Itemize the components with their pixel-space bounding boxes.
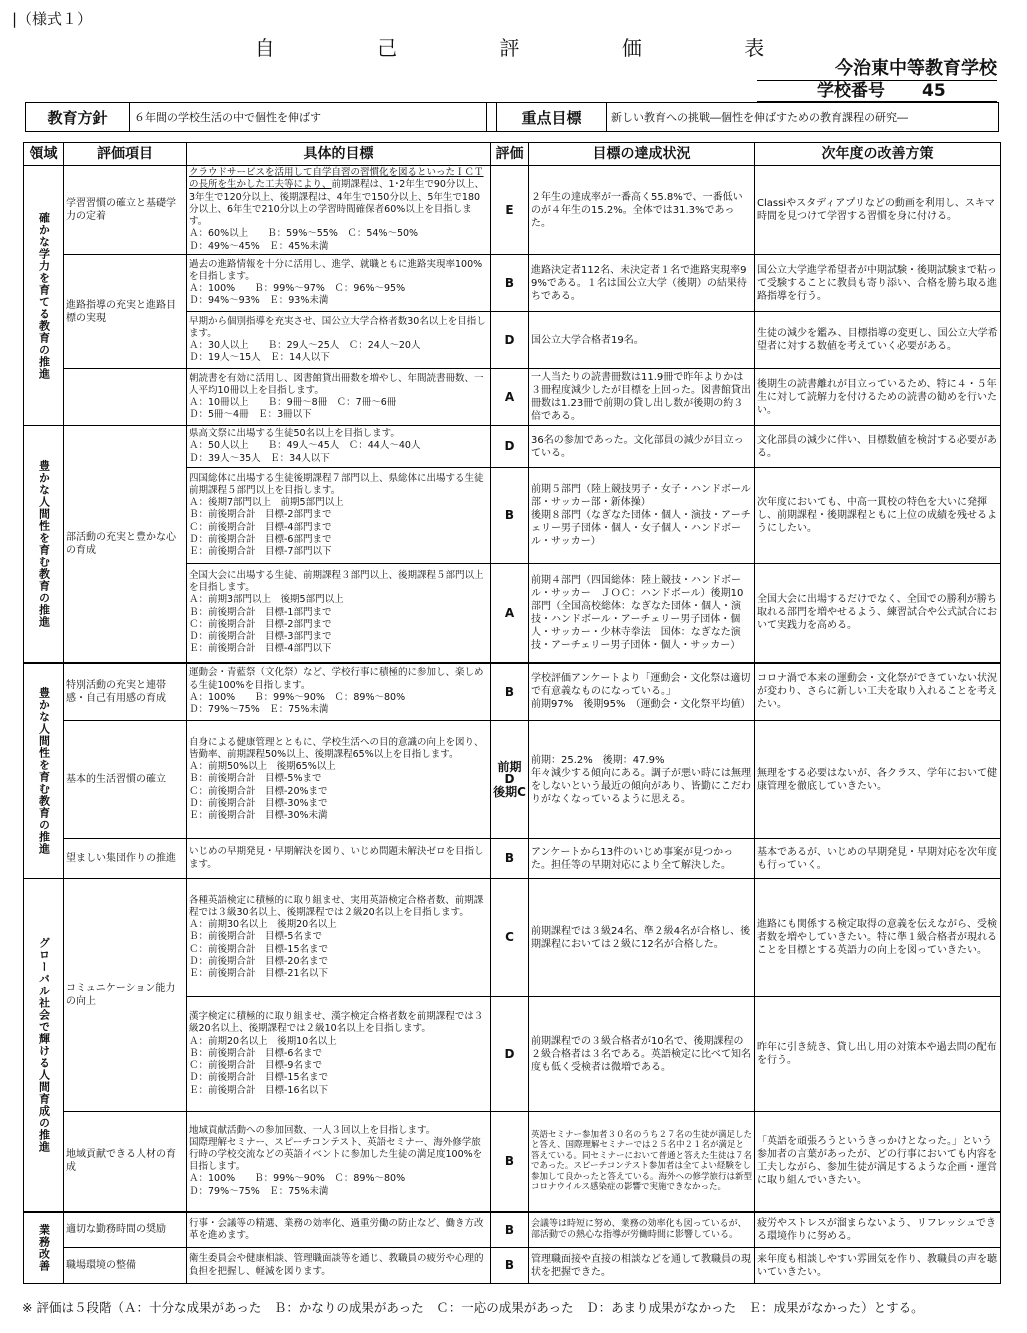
table-row xyxy=(24,721,1001,839)
status-cell: 前期課程での３級合格者が10名で、後期課程の２級合格者は３名である。英語検定に比べて知名度も低く受検者は微増である。 xyxy=(529,997,755,1112)
plan-cell: 生徒の減少を鑑み、目標指導の変更し、国公立大学希望者に対する数値を考えていく必要がある。 xyxy=(755,312,1001,369)
grade-cell: B xyxy=(491,1212,529,1248)
goal-label: 重点目標 xyxy=(497,103,607,131)
status-cell: 学校評価アンケートより「運動会・文化祭は適切で有意義なものになっている。」 前期97% 後期95% （運動会・文化祭平均値） xyxy=(529,663,755,721)
col-plan: 次年度の改善方策 xyxy=(755,143,1001,166)
target-cell xyxy=(187,166,491,255)
grade-cell: 前期D 後期C xyxy=(491,721,529,839)
status-cell: 英語セミナー参加者３０名のうち２７名の生徒が満足したと答え、国際理解セミナーでは２５名中２１名が満足と答えている。同セミナーにおいて普通と答えた生徒は７名であった。スピーチコンテスト参加者は全てよい経験をし参加して良かったと答えている。海外への修学旅行は新型コロナウイルス感染症の影響で実施できなかった。 xyxy=(529,1112,755,1212)
col-status: 目標の達成状況 xyxy=(529,143,755,166)
policy-label: 教育方針 xyxy=(26,103,130,131)
plan-cell: 国公立大学進学希望者が中期試験・後期試験まで粘って受験することに教員も寄り添い、合格を勝ち取る進路指導を行う。 xyxy=(755,255,1001,312)
status-cell: 進路決定者112名、未決定者１名で進路実現率99%である。１名は国公立大学（後期）の結果待ちである。 xyxy=(529,255,755,312)
col-domain: 領域 xyxy=(24,143,64,166)
table-row xyxy=(24,426,1001,468)
target-cell: 各種英語検定に積極的に取り組ませ、実用英語検定合格者数、前期課程では３級30名以上、後期課程では２級20名以上を目指します。 Ａ：前期30名以上 後期20名以上 Ｂ：前後期合計 目標-5名まで Ｃ：前後期合計 目標-15名まで Ｄ：前後期合計 目標-20名まで Ｅ：前後期合計 目標-21名以下 xyxy=(187,879,491,997)
plan-cell: 疲労やストレスが溜まらないよう、リフレッシュできる環境作りに努める。 xyxy=(755,1212,1001,1248)
plan-cell: コロナ渦で本来の運動会・文化祭ができていない状況が変わり、さらに新しい工夫を取り入れることを考えたい。 xyxy=(755,663,1001,721)
status-cell: 一人当たりの読書冊数は11.9冊で昨年よりかは３冊程度減少したが目標を上回った。図書館貸出冊数は1.23冊で前期の貸し出し数が後期の約３倍である。 xyxy=(529,369,755,426)
evaluation-table xyxy=(23,142,1001,1284)
status-cell: 前期５部門（陸上競技男子・女子・ハンドボール部・サッカー部・新体操） 後期８部門（なぎなた団体・個人・演技・アーチェリー男子団体・個人・女子個人・ハンドボール・サッカー） xyxy=(529,468,755,564)
plan-cell: 無理をする必要はないが、各クラス、学年において健康管理を徹底していきたい。 xyxy=(755,721,1001,839)
goal-text: 新しい教育への挑戦―個性を伸ばすための教育課程の研究― xyxy=(611,111,908,124)
page-title: 自 己 評 価 表 xyxy=(254,36,813,60)
domain-cell: グローバル社会で輝ける人間育成の推進 xyxy=(24,879,64,1212)
target-cell: 早期から個別指導を充実させ、国公立大学合格者数30名以上を目指します。 Ａ：30人以上 Ｂ：29人～25人 Ｃ：24人～20人 Ｄ：19人～15人 Ｅ：14人以下 xyxy=(187,312,491,369)
status-cell: 前期：25.2% 後期：47.9% 年々減少する傾向にある。調子が悪い時には無理をしないという最近の傾向があり、皆勤にこだわりがなくなっているように思える。 xyxy=(529,721,755,839)
item-cell: 職場環境の整備 xyxy=(64,1248,187,1284)
col-item: 評価項目 xyxy=(64,143,187,166)
table-row xyxy=(24,369,1001,426)
item-cell: 地域貢献できる人材の育成 xyxy=(64,1112,187,1212)
item-cell: 学習習慣の確立と基礎学力の定着 xyxy=(64,166,187,255)
item-cell: コミュニケーション能力の向上 xyxy=(64,879,187,1112)
target-cell: 地域貢献活動への参加回数、一人３回以上を目指します。 国際理解セミナー、スピーチコンテスト、英語セミナー、海外修学旅行時の学校交流などの英語イベントに参加した生徒の満足度100%を目指します。 Ａ：100% Ｂ：99%～90% Ｃ：89%～80% Ｄ：79%～75% Ｅ：75%未満 xyxy=(187,1112,491,1212)
status-cell: 前期４部門（四国総体：陸上競技・ハンドボール・サッカー ＪＯＣ：ハンドボール）後期10部門（全国高校総体：なぎなた団体・個人・演技・ハンドボール・アーチェリー男子団体・個人・サッカー・少林寺拳法 国体：なぎなた演技・アーチェリー男子団体・個人・サッカー） xyxy=(529,564,755,663)
plan-cell: 基本であるが、いじめの早期発見・早期対応を次年度も行っていく。 xyxy=(755,839,1001,879)
target-text: 前期課程は、1･2年生で90分以上、3年生で120分以上、後期課程は、4年生で150分以上、5年生で180分以上、6年生で210分以上の学習時間確保者60%以上を目指します。 Ａ：60%以上 Ｂ：59%～55% Ｃ：54%～50% Ｄ：49%～45% Ｅ：45%未満 xyxy=(189,179,484,252)
target-cell: 行事・会議等の精選、業務の効率化、過重労働の防止など、働き方改革を進めます。 xyxy=(187,1212,491,1248)
policy-header xyxy=(25,102,999,132)
grade-cell: D xyxy=(491,312,529,369)
grade-cell: E xyxy=(491,166,529,255)
grade-cell: B xyxy=(491,839,529,879)
plan-cell: 文化部員の減少に伴い、目標数値を検討する必要がある。 xyxy=(755,426,1001,468)
status-cell: 会議等は時短に努め、業務の効率化も図っているが、部活動での熱心な指導が労働時間に影響している。 xyxy=(529,1212,755,1248)
target-cell: 運動会・青藍祭（文化祭）など、学校行事に積極的に参加し、楽しめる生徒100%を目指します。 Ａ：100% Ｂ：99%～90% Ｃ：89%～80% Ｄ：79%～75% Ｅ：75%未満 xyxy=(187,663,491,721)
domain-cell: 豊かな人間性を育む教育の推進 xyxy=(24,663,64,879)
plan-cell: 昨年に引き続き、貸し出し用の対策本や過去問の配布を行う。 xyxy=(755,997,1001,1112)
target-cell: 朝読書を有効に活用し、図書館貸出冊数を増やし、年間読書冊数、一人平均10冊以上を目指します。 Ａ：10冊以上 Ｂ：9冊～8冊 Ｃ：7冊～6冊 Ｄ：5冊～4冊 Ｅ：3冊以下 xyxy=(187,369,491,426)
school-number: 45 xyxy=(922,81,946,101)
item-cell: 特別活動の充実と連帯感・自己有用感の育成 xyxy=(64,663,187,721)
target-cell: 衛生委員会や健康相談、管理職面談等を通じ、教職員の疲労や心理的負担を把握し、軽減を図ります。 xyxy=(187,1248,491,1284)
grade-cell: B xyxy=(491,663,529,721)
target-cell: 県高文祭に出場する生徒50名以上を目指します。 Ａ：50人以上 Ｂ：49人～45人 Ｃ：44人～40人 Ｄ：39人～35人 Ｅ：34人以下 xyxy=(187,426,491,468)
school-number-label: 学校番号 xyxy=(817,81,885,101)
col-grade: 評価 xyxy=(491,143,529,166)
table-row xyxy=(24,255,1001,312)
item-cell: 進路指導の充実と進路目標の実現 xyxy=(64,255,187,369)
item-cell: 望ましい集団作りの推進 xyxy=(64,839,187,879)
status-cell: 前期課程では３級24名、準２級4名が合格し、後期課程においては２級に12名が合格した。 xyxy=(529,879,755,997)
grade-cell: A xyxy=(491,369,529,426)
target-cell: 過去の進路情報を十分に活用し、進学、就職ともに進路実現率100%を目指します。 Ａ：100% Ｂ：99%～97% Ｃ：96%～95% Ｄ：94%～93% Ｅ：93%未満 xyxy=(187,255,491,312)
status-cell: アンケートから13件のいじめ事案が見つかった。担任等の早期対応により全て解決した。 xyxy=(529,839,755,879)
domain-cell: 確かな学力を育てる教育の推進 xyxy=(24,166,64,426)
grade-cell: B xyxy=(491,1112,529,1212)
target-cell: 自身による健康管理とともに、学校生活への目的意識の向上を図り、皆勤率、前期課程50%以上、後期課程65%以上を目指します。 Ａ：前期50%以上 後期65%以上 Ｂ：前後期合計 目標-5%まで Ｃ：前後期合計 目標-20%まで Ｄ：前後期合計 目標-30%まで Ｅ：前後期合計 目標-30%未満 xyxy=(187,721,491,839)
header-spacer xyxy=(487,103,497,131)
grade-cell: B xyxy=(491,468,529,564)
table-header-row xyxy=(24,143,1001,166)
grade-cell: A xyxy=(491,564,529,663)
item-cell xyxy=(64,369,187,426)
plan-cell: 全国大会に出場するだけでなく、全国での勝利が勝ち取れる部門を増やせるよう、練習試合や公式試合において実践力を高める。 xyxy=(755,564,1001,663)
table-row xyxy=(24,1248,1001,1284)
grade-cell: B xyxy=(491,255,529,312)
plan-cell: 次年度においても、中高一貫校の特色を大いに発揮し、前期課程・後期課程ともに上位の成績を残せるようにしたい。 xyxy=(755,468,1001,564)
table-row xyxy=(24,879,1001,997)
item-cell: 部活動の充実と豊かな心の育成 xyxy=(64,426,187,663)
school-number-line xyxy=(757,76,997,102)
table-row xyxy=(24,1112,1001,1212)
target-cell: 漢字検定に積極的に取り組ませ、漢字検定合格者数を前期課程では３級20名以上、後期課程では２級10名以上を目指します。 Ａ：前期20名以上 後期10名以上 Ｂ：前後期合計 目標-6名まで Ｃ：前後期合計 目標-9名まで Ｄ：前後期合計 目標-15名まで Ｅ：前後期合計 目標-16名以下 xyxy=(187,997,491,1112)
target-underlined: クラウドサービスを活用して自学自習の習慣化を図るといったＩＣＴの長所を生かした工夫等により、 xyxy=(189,167,484,191)
target-cell: いじめの早期発見・早期解決を図り、いじめ問題未解決ゼロを目指します。 xyxy=(187,839,491,879)
target-cell: 全国大会に出場する生徒、前期課程３部門以上、後期課程５部門以上を目指します。 Ａ：前期3部門以上 後期5部門以上 Ｂ：前後期合計 目標-1部門まで Ｃ：前後期合計 目標-2部門まで Ｄ：前後期合計 目標-3部門まで Ｅ：前後期合計 目標-4部門以下 xyxy=(187,564,491,663)
domain-cell: 豊かな人間性を育む教育の推進 xyxy=(24,426,64,663)
item-cell: 適切な勤務時間の奨励 xyxy=(64,1212,187,1248)
grade-cell: C xyxy=(491,879,529,997)
footnote: ※ 評価は５段階（Ａ：十分な成果があった Ｂ：かなりの成果があった Ｃ：一応の成果があった Ｄ：あまり成果がなかった Ｅ：成果がなかった）とする。 xyxy=(22,1300,924,1315)
grade-cell: D xyxy=(491,426,529,468)
status-cell: 国公立大学合格者19名。 xyxy=(529,312,755,369)
status-cell: 管理職面接や直接の相談などを通して教職員の現状を把握できた。 xyxy=(529,1248,755,1284)
plan-cell: 来年度も相談しやすい雰囲気を作り、教職員の声を聴いていきたい。 xyxy=(755,1248,1001,1284)
table-row xyxy=(24,663,1001,721)
plan-cell: Classiやスタディアプリなどの動画を利用し、スキマ時間を見つけて学習する習慣を身に付ける。 xyxy=(755,166,1001,255)
policy-text: ６年間の学校生活の中で個性を伸ばす xyxy=(130,103,487,131)
table-row xyxy=(24,1212,1001,1248)
status-cell: ２年生の達成率が一番高く55.8%で、一番低いのが４年生の15.2%。全体では31.3%であった。 xyxy=(529,166,755,255)
item-cell: 基本的生活習慣の確立 xyxy=(64,721,187,839)
grade-cell: D xyxy=(491,997,529,1112)
status-cell: 36名の参加であった。文化部員の減少が目立っている。 xyxy=(529,426,755,468)
school-name: 今治東中等教育学校 xyxy=(757,54,997,81)
table-row xyxy=(24,839,1001,879)
form-label: |（様式１） xyxy=(12,10,93,28)
table-row xyxy=(24,166,1001,255)
col-target: 具体的目標 xyxy=(187,143,491,166)
target-cell: 四国総体に出場する生徒後期課程７部門以上、県総体に出場する生徒前期課程５部門以上を目指します。 Ａ：後期7部門以上 前期5部門以上 Ｂ：前後期合計 目標-2部門まで Ｃ：前後期合計 目標-4部門まで Ｄ：前後期合計 目標-6部門まで Ｅ：前後期合計 目標-7部門以下 xyxy=(187,468,491,564)
plan-cell: 進路にも関係する検定取得の意義を伝えながら、受検者数を増やしていきたい。特に準１級合格者が現れることを目標とする英語力の向上を図っていきたい。 xyxy=(755,879,1001,997)
grade-cell: B xyxy=(491,1248,529,1284)
plan-cell: 後期生の読書離れが目立っているため、特に４・５年生に対して読解力を付けるための読書の勧めを行いたい。 xyxy=(755,369,1001,426)
plan-cell: 「英語を頑張ろうというきっかけとなった。」という参加者の言葉があったが、どの行事においても内容を工夫しながら、参加生徒が満足するような企画・運営に取り組んでいきたい。 xyxy=(755,1112,1001,1212)
domain-cell: 業務改善 xyxy=(24,1212,64,1284)
